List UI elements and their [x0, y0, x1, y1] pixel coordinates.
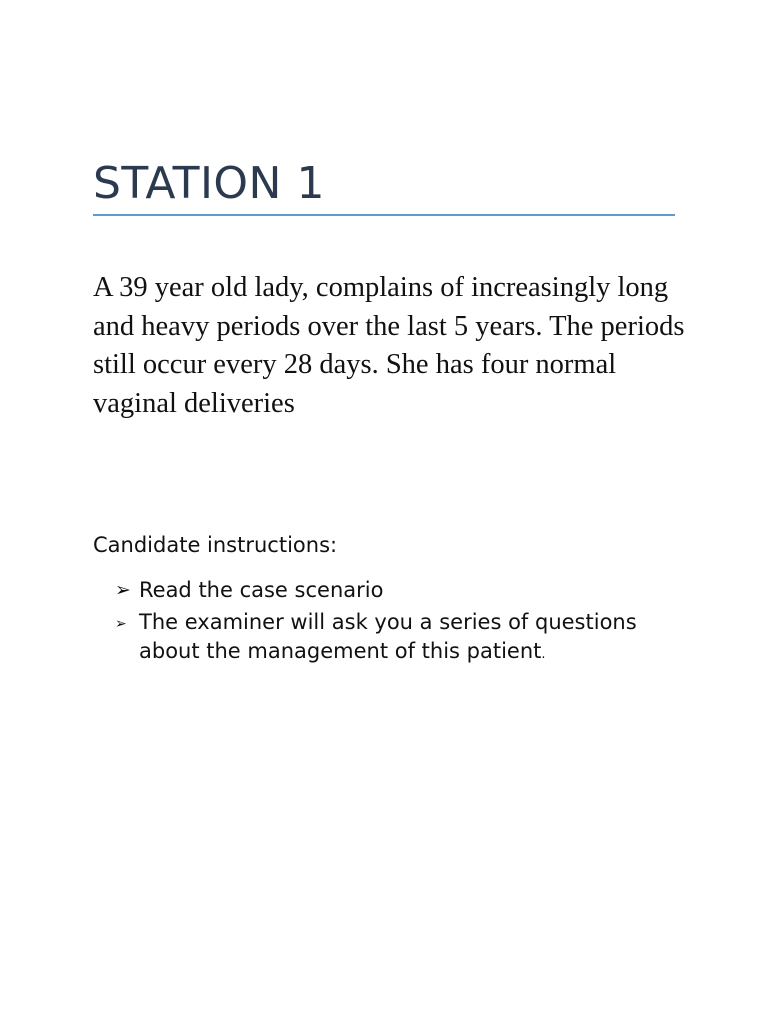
case-scenario-text: A 39 year old lady, complains of increasingly long and heavy periods over the last 5 years. The periods still occur every 28 days. She has four normal vaginal deliveries: [93, 272, 685, 419]
page-title: STATION 1: [93, 158, 325, 209]
instruction-text: The examiner will ask you a series of questions about the management of this patient: [139, 609, 637, 663]
list-item: [115, 576, 675, 606]
instruction-period: .: [541, 647, 546, 662]
instruction-text: Read the case scenario: [139, 578, 384, 602]
instructions-list: [115, 576, 675, 672]
list-item: [115, 608, 675, 670]
instructions-heading: Candidate instructions:: [93, 533, 338, 557]
arrow-bullet-icon: ➢: [115, 579, 131, 601]
title-underline: [93, 214, 675, 216]
arrow-bullet-icon: ➢: [115, 615, 127, 632]
